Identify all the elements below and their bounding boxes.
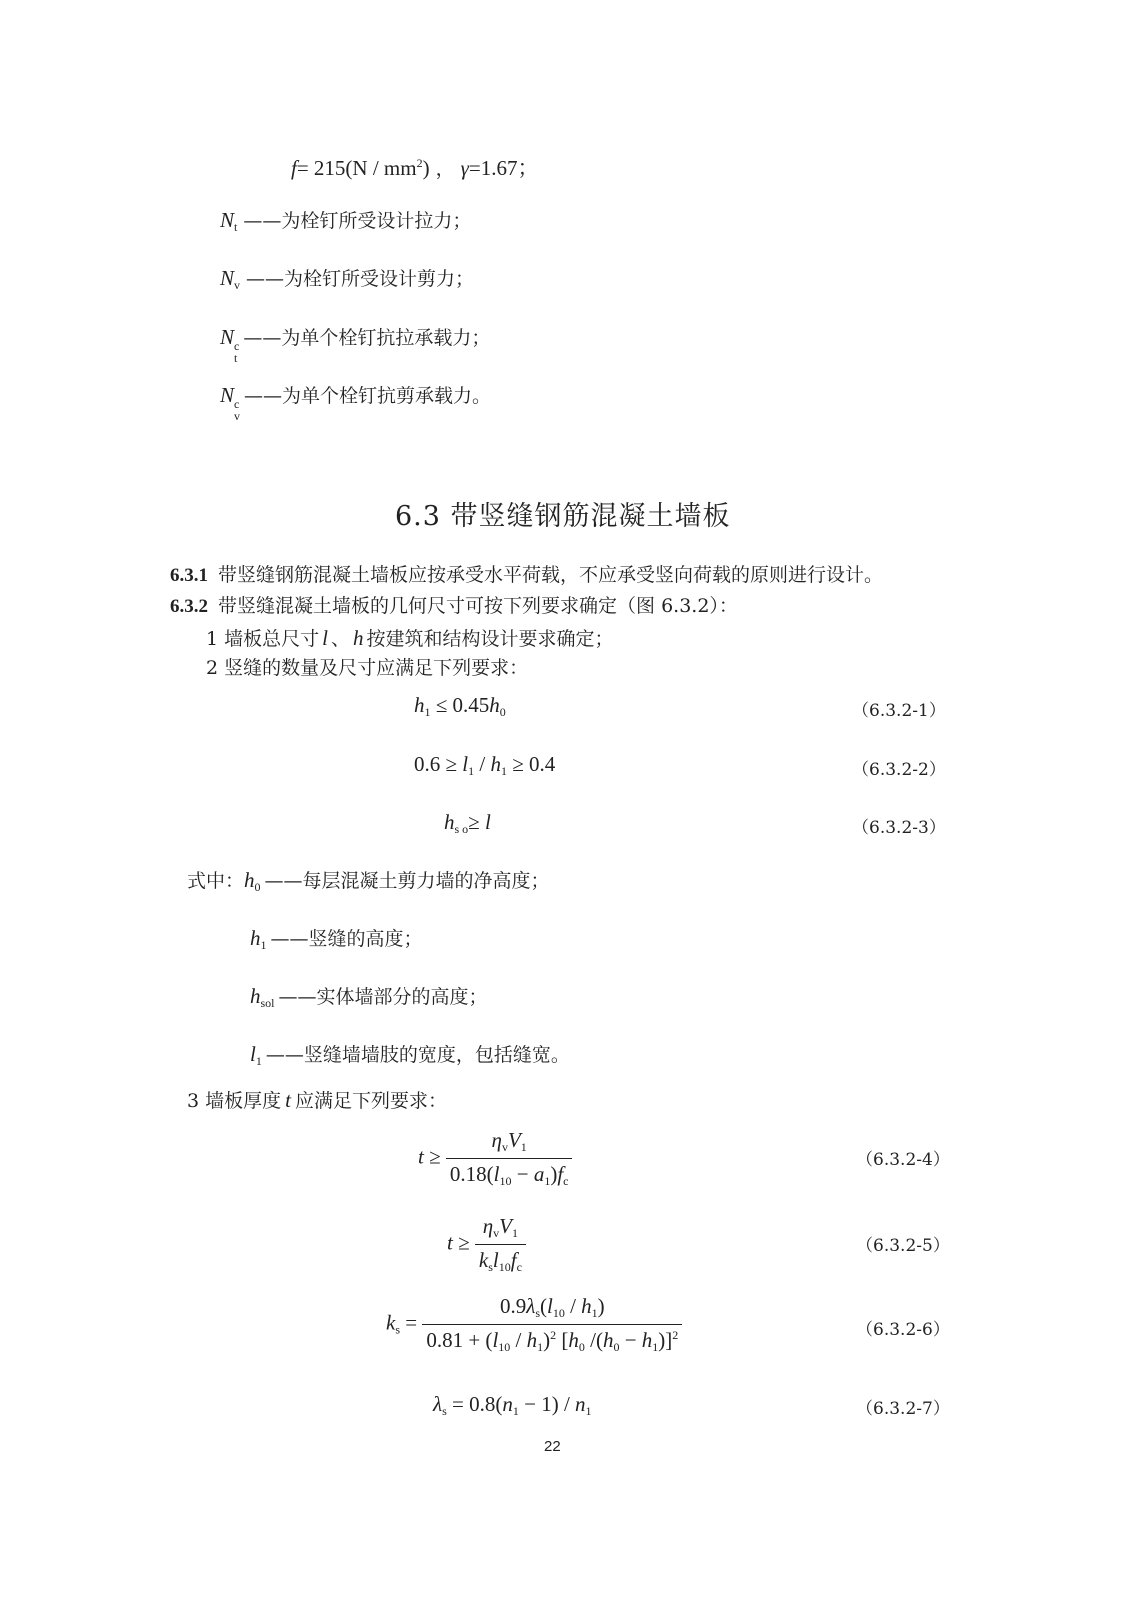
clause-6-3-1: 6.3.1 带竖缝钢筋混凝土墙板应按承受水平荷载，不应承受竖向荷载的原则进行设计。: [170, 564, 884, 586]
clause-6-3-2: 6.3.2 带竖缝混凝土墙板的几何尺寸可按下列要求确定（图 6.3.2）：: [170, 595, 738, 617]
equation-number-2: （6.3.2-2）: [852, 760, 946, 780]
page-number: 22: [544, 1438, 561, 1455]
equation-number-7: （6.3.2-7）: [856, 1399, 950, 1419]
def-nv: $N_v$ ——为栓钉所受设计剪力；: [220, 266, 475, 292]
f-close: ): [422, 156, 430, 180]
equation-5: t ≥ $\frac{\eta_vV_1}{k_sl_{10}f_c}$: [447, 1214, 526, 1275]
def-ntc: N c t ——为单个栓钉抗拉承载力；: [220, 325, 491, 365]
def-nt: $N_t$ ——为栓钉所受设计拉力；: [220, 208, 472, 234]
gamma-symbol: γ: [460, 156, 469, 180]
equation-3: $h_{s o}\ge l$: [444, 810, 491, 836]
equation-7: $\lambda_s = 0.8(n_1 - 1) / n_1$: [433, 1392, 592, 1418]
f-symbol: f: [291, 156, 297, 180]
f-value: = 215(N / mm: [296, 156, 417, 180]
params-line: $f= 215(N / mm^2)$ ， γ=1.67；: [291, 156, 539, 180]
equation-1: $h_1 \le 0.45h_0$: [414, 693, 506, 719]
item-2: 2 竖缝的数量及尺寸应满足下列要求：: [206, 657, 529, 679]
equation-6: $k_s$ = $\frac{0.9\lambda_s(l_{10} / h_1)}{0.81 + (l_{10} / h_1)^2 [h_0 /(h_0 - h_1)]^2}$: [386, 1294, 682, 1355]
section-title: 6.3 带竖缝钢筋混凝土墙板: [395, 501, 731, 532]
equation-number-5: （6.3.2-5）: [856, 1236, 950, 1256]
item-1: 1 墙板总尺寸 l 、 h 按建筑和结构设计要求确定；: [206, 626, 614, 650]
where-hsol: $h_{sol}$ ——实体墙部分的高度；: [250, 984, 488, 1010]
equation-number-4: （6.3.2-4）: [856, 1150, 950, 1170]
exp-2: 2: [416, 156, 423, 170]
gamma-value: =1.67；: [468, 156, 539, 180]
equation-number-3: （6.3.2-3）: [852, 818, 946, 838]
where-h1: $h_1$ ——竖缝的高度；: [250, 926, 423, 952]
where-block: 式中：$h_0$ ——每层混凝土剪力墙的净高度；: [187, 868, 550, 894]
item-3: 3 墙板厚度 t 应满足下列要求：: [187, 1088, 447, 1112]
equation-number-1: （6.3.2-1）: [852, 701, 946, 721]
def-nvc: N c v ——为单个栓钉抗剪承载力。: [220, 383, 492, 423]
where-l1: $l_1$ ——竖缝墙墙肢的宽度，包括缝宽。: [250, 1042, 570, 1068]
equation-number-6: （6.3.2-6）: [856, 1320, 950, 1340]
equation-2: $0.6 \ge l_1 / h_1 \ge 0.4$: [414, 752, 556, 778]
equation-4: t ≥ $\frac{\eta_vV_1}{0.18(l_{10} - a_1)f_c}$: [418, 1128, 572, 1189]
